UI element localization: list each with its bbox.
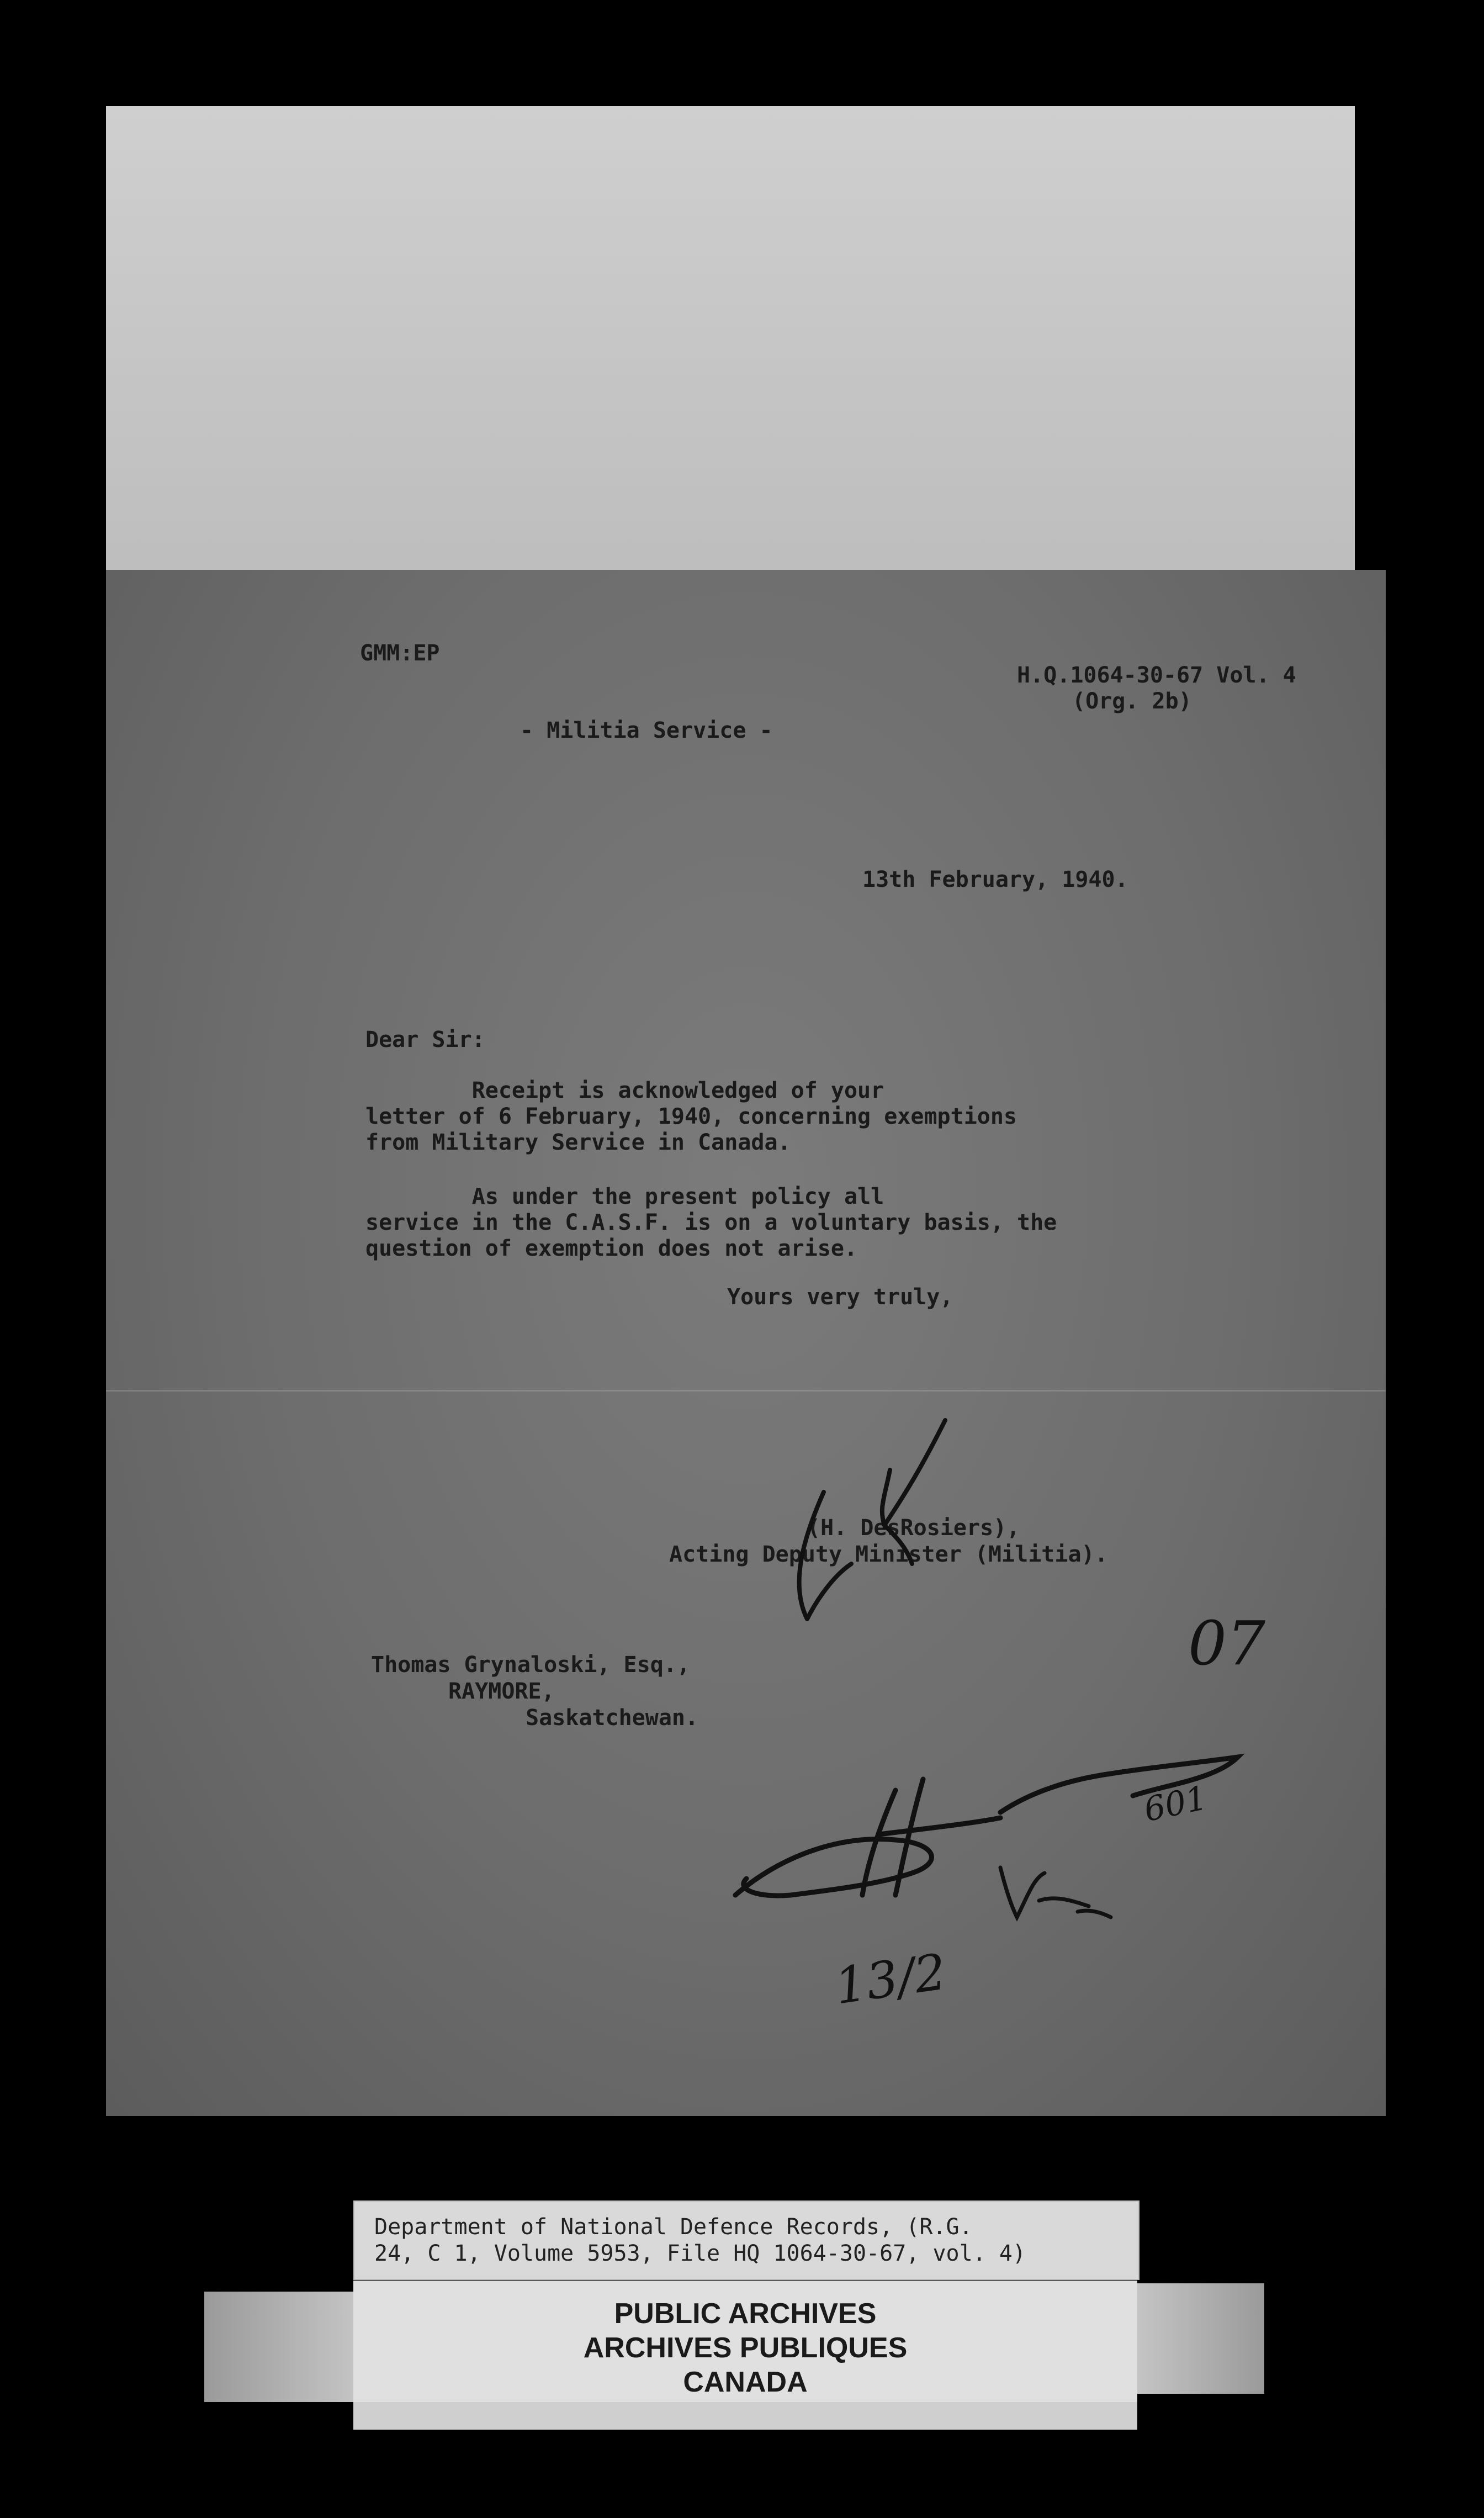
archive-line-1: PUBLIC ARCHIVES — [614, 2298, 877, 2330]
signatory-title: Acting Deputy Minister (Militia). — [669, 1542, 1108, 1567]
typist-initials: GMM:EP — [360, 641, 440, 666]
archive-line-2: ARCHIVES PUBLIQUES — [583, 2332, 908, 2364]
signatory-name: (H. DesRosiers), — [807, 1515, 1020, 1541]
annotation-number: 07 — [1188, 1608, 1265, 1679]
addressee-name: Thomas Grynaloski, Esq., — [371, 1652, 690, 1678]
org-reference: (Org. 2b) — [1072, 689, 1192, 714]
addressee-town: RAYMORE, — [448, 1679, 555, 1704]
handwritten-mark — [989, 1856, 1122, 1939]
addressee-province: Saskatchewan. — [526, 1705, 699, 1731]
archive-citation: Department of National Defence Records, (R.G. 24, C 1, Volume 5953, File HQ 1064-30-67, vol. 4) — [374, 2214, 1026, 2266]
closing: Yours very truly, — [727, 1284, 953, 1310]
letter-heading: - Militia Service - — [520, 718, 773, 743]
letter-sheet — [106, 570, 1386, 2116]
initials-signature — [757, 1398, 989, 1641]
salutation: Dear Sir: — [365, 1027, 485, 1052]
paragraph-1-text: Receipt is acknowledged of your letter of 6 February, 1940, concerning exemptions from Military Service in Canada. — [365, 1078, 1017, 1155]
file-reference: H.Q.1064-30-67 Vol. 4 — [1017, 663, 1296, 688]
annotation-note: 13/2 — [831, 1943, 950, 2016]
label-bottom-strip — [353, 2402, 1137, 2430]
paragraph-1 — [365, 1078, 1017, 1156]
tape-left — [204, 2292, 370, 2402]
paragraph-2-text: As under the present policy all service in the C.A.S.F. is on a voluntary basis, the question of exemption does not arise. — [365, 1184, 1057, 1261]
archive-citation-label — [353, 2200, 1140, 2280]
annotation-initials: 601 — [1140, 1778, 1211, 1830]
paragraph-2 — [365, 1184, 1057, 1262]
tape-right — [1126, 2283, 1264, 2394]
top-sheet — [106, 106, 1355, 586]
letter-date: 13th February, 1940. — [862, 867, 1128, 892]
archive-line-3: CANADA — [683, 2366, 808, 2398]
